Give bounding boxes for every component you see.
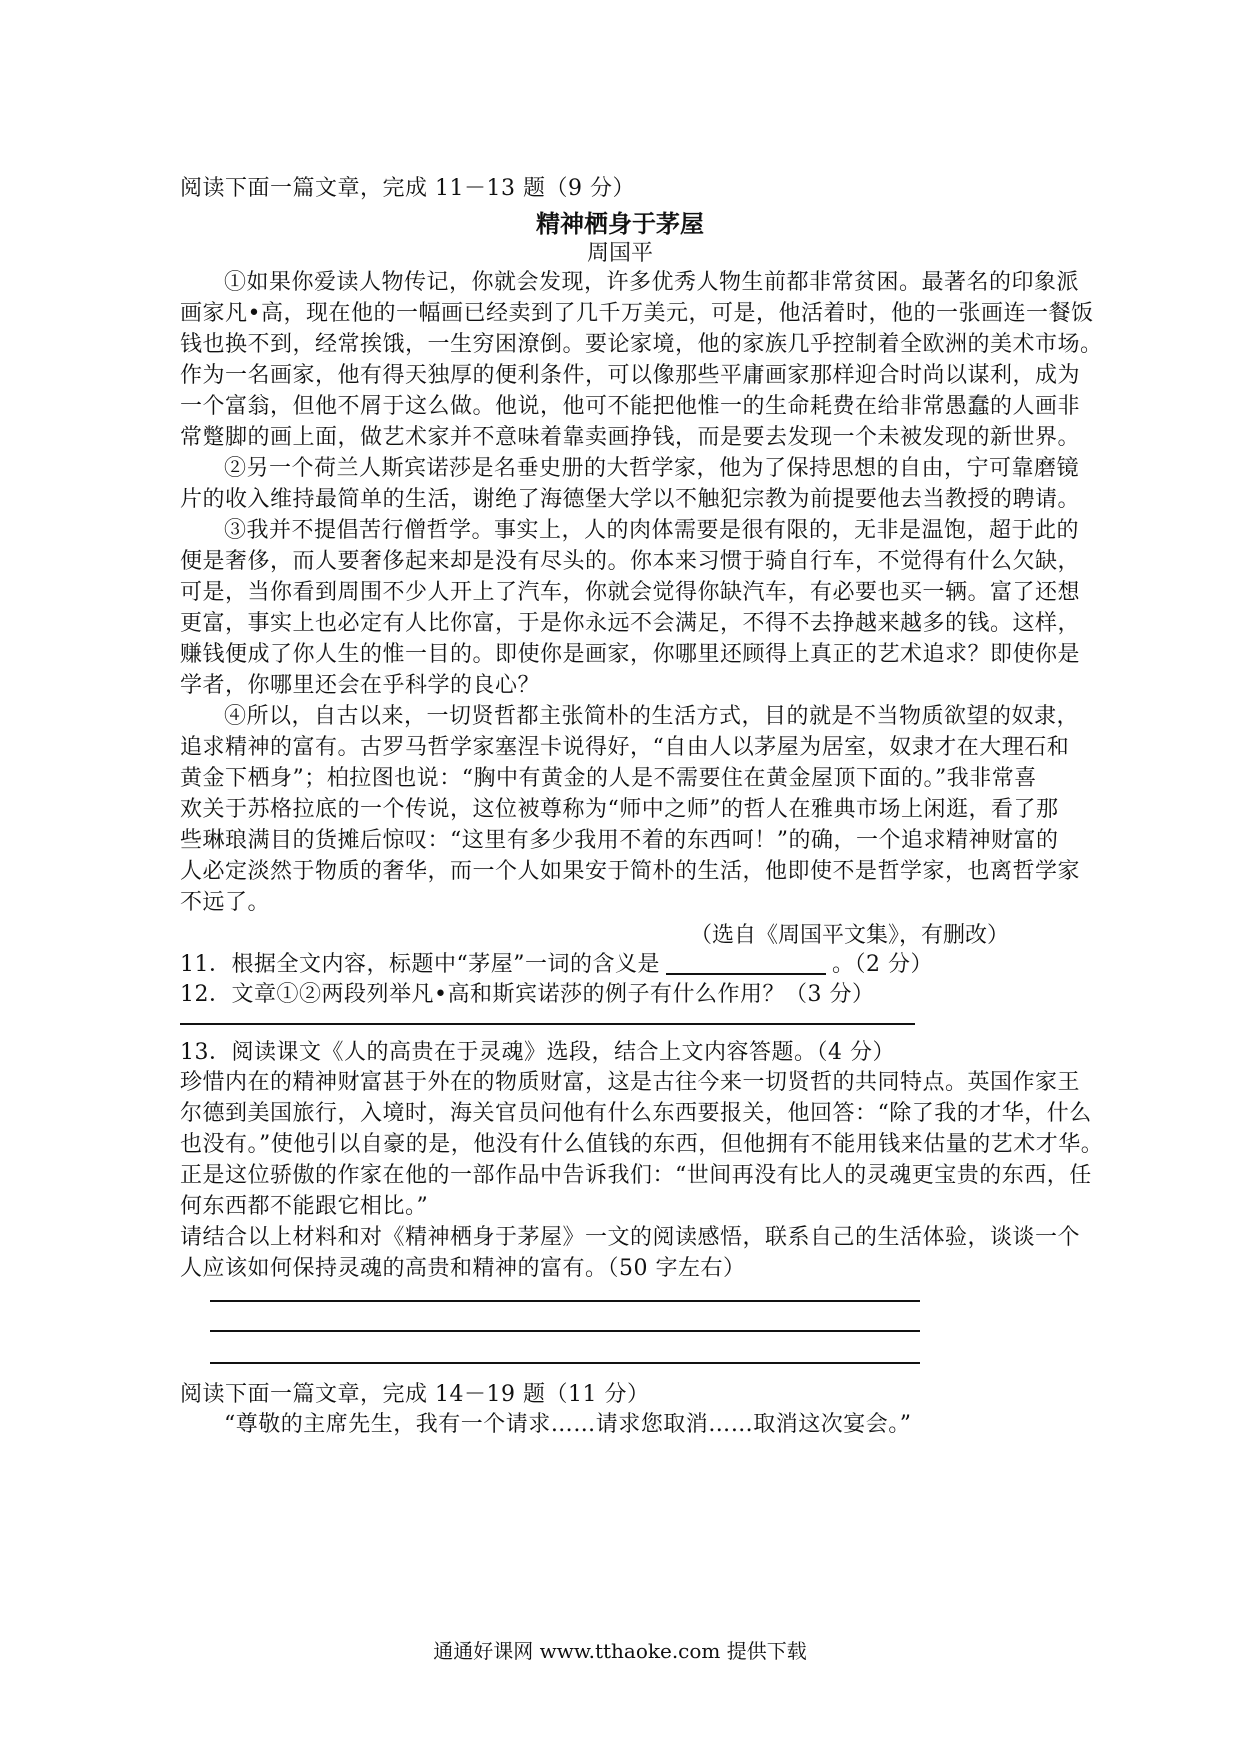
q13-prompt-line: 请结合以上材料和对《精神栖身于茅屋》一文的阅读感悟，联系自己的生活体验，谈谈一个: [180, 1225, 1081, 1250]
q13-material-line: 也没有。”使他引以自豪的是，他没有什么值钱的东西，但他拥有不能用钱来估量的艺术才华。: [180, 1132, 1104, 1157]
paragraph-1-line: 钱也换不到，经常挨饿，一生穷困潦倒。要论家境，他的家族几乎控制着全欧洲的美术市场。: [180, 332, 1103, 357]
paragraph-3-line: 学者，你哪里还会在乎科学的良心？: [180, 673, 541, 698]
question-13-answer-line[interactable]: [210, 1362, 920, 1364]
article-title: 精神栖身于茅屋: [536, 209, 704, 238]
paragraph-1-line: 画家凡•高，现在他的一幅画已经卖到了几千万美元，可是，他活着时，他的一张画连一餐饭: [180, 301, 1094, 326]
paragraph-1-line: 一个富翁，但他不屑于这么做。他说，他可不能把他惟一的生命耗费在给非常愚蠢的人画非: [180, 394, 1081, 419]
paragraph-3-line: 便是奢侈，而人要奢侈起来却是没有尽头的。你本来习惯于骑自行车，不觉得有什么欠缺，: [180, 549, 1081, 574]
paragraph-2-line: ②另一个荷兰人斯宾诺莎是名垂史册的大哲学家，他为了保持思想的自由，宁可靠磨镜: [224, 456, 1080, 481]
q13-material-line: 何东西都不能跟它相比。”: [180, 1194, 429, 1219]
paragraph-4-line: ④所以，自古以来，一切贤哲都主张简朴的生活方式，目的就是不当物质欲望的奴隶，: [224, 704, 1080, 729]
reading-instruction-2: 阅读下面一篇文章，完成 14－19 题（11 分）: [180, 1382, 650, 1407]
question-11-answer-blank[interactable]: [666, 949, 826, 975]
question-11-points: 。（2 分）: [832, 952, 933, 977]
paragraph-4-line: 黄金下栖身”；柏拉图也说：“胸中有黄金的人是不需要住在黄金屋顶下面的。”我非常喜: [180, 766, 1037, 791]
paragraph-4-line: 欢关于苏格拉底的一个传说，这位被尊称为“师中之师”的哲人在雅典市场上闲逛，看了那: [180, 797, 1059, 822]
question-11: [180, 948, 1060, 982]
paragraph-3-line: 可是，当你看到周围不少人开上了汽车，你就会觉得你缺汽车，有必要也买一辆。富了还想: [180, 580, 1081, 605]
question-13: 13．阅读课文《人的高贵在于灵魂》选段，结合上文内容答题。（4 分）: [180, 1040, 895, 1065]
paragraph-3-line: ③我并不提倡苦行僧哲学。事实上，人的肉体需要是很有限的，无非是温饱，超于此的: [224, 518, 1080, 543]
paragraph-1-line: 常蹩脚的画上面，做艺术家并不意味着靠卖画挣钱，而是要去发现一个未被发现的新世界。: [180, 425, 1081, 450]
paragraph-3-line: 更富，事实上也必定有人比你富，于是你永远不会满足，不得不去挣越来越多的钱。这样，: [180, 611, 1081, 636]
question-13-answer-line[interactable]: [210, 1330, 920, 1332]
paragraph-4-line: 些琳琅满目的货摊后惊叹：“这里有多少我用不着的东西呵！”的确，一个追求精神财富的: [180, 828, 1059, 853]
article-source: （选自《周国平文集》，有删改）: [690, 923, 1010, 948]
q13-material-line: 尔德到美国旅行，入境时，海关官员问他有什么东西要报关，他回答：“除了我的才华，什么: [180, 1101, 1092, 1126]
q13-material-line: 正是这位骄傲的作家在他的一部作品中告诉我们：“世间再没有比人的灵魂更宝贵的东西，任: [180, 1163, 1092, 1188]
article-author: 周国平: [586, 241, 653, 266]
q13-prompt-line: 人应该如何保持灵魂的高贵和精神的富有。（50 字左右）: [180, 1256, 746, 1281]
paragraph-4-line: 追求精神的富有。古罗马哲学家塞涅卡说得好，“自由人以茅屋为居室，奴隶才在大理石和: [180, 735, 1070, 760]
question-11-text: 11．根据全文内容，标题中“茅屋”一词的含义是: [180, 952, 660, 977]
paragraph-3-line: 赚钱便成了你人生的惟一目的。即使你是画家，你哪里还顾得上真正的艺术追求？即使你是: [180, 642, 1081, 667]
question-13-answer-line[interactable]: [210, 1300, 920, 1302]
reading-instruction-1: 阅读下面一篇文章，完成 11－13 题（9 分）: [180, 176, 635, 201]
paragraph-4-line: 人必定淡然于物质的奢华，而一个人如果安于简朴的生活，他即使不是哲学家，也离哲学家: [180, 859, 1081, 884]
q13-material-line: 珍惜内在的精神财富甚于外在的物质财富，这是古往今来一切贤哲的共同特点。英国作家王: [180, 1070, 1081, 1095]
question-12-answer-line[interactable]: [180, 1023, 915, 1025]
next-article-first-line: “尊敬的主席先生，我有一个请求……请求您取消……取消这次宴会。”: [224, 1412, 912, 1437]
paragraph-4-line: 不远了。: [180, 890, 271, 915]
page-footer: 通通好课网 www.tthaoke.com 提供下载: [433, 1639, 807, 1663]
question-12: 12．文章①②两段列举凡•高和斯宾诺莎的例子有什么作用？（3 分）: [180, 982, 875, 1007]
paragraph-1-line: ①如果你爱读人物传记，你就会发现，许多优秀人物生前都非常贫困。最著名的印象派: [224, 270, 1080, 295]
paragraph-2-line: 片的收入维持最简单的生活，谢绝了海德堡大学以不触犯宗教为前提要他去当教授的聘请。: [180, 487, 1081, 512]
paragraph-1-line: 作为一名画家，他有得天独厚的便利条件，可以像那些平庸画家那样迎合时尚以谋利，成为: [180, 363, 1081, 388]
